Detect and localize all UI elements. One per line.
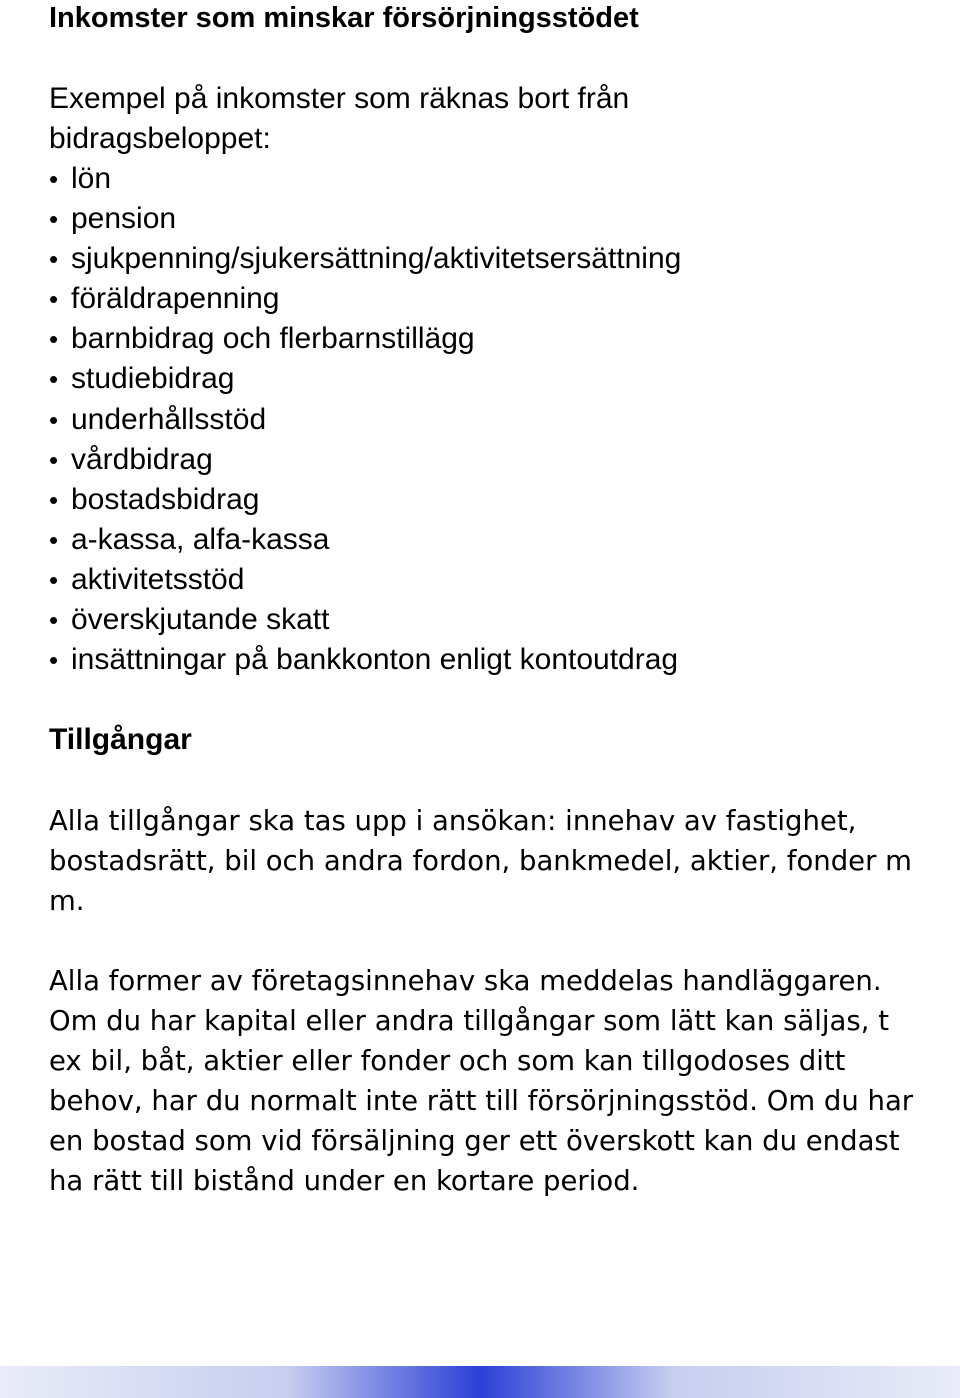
bullet-icon: • bbox=[49, 645, 59, 676]
bullet-icon: • bbox=[49, 204, 59, 235]
list-item-label: underhållsstöd bbox=[71, 402, 267, 436]
list-item-label: sjukpenning/sjukersättning/aktivitetsersättning bbox=[71, 242, 682, 276]
list-item-label: föräldrapenning bbox=[71, 282, 280, 316]
bullet-icon: • bbox=[49, 484, 59, 515]
list-item bbox=[49, 480, 681, 520]
bullet-icon: • bbox=[49, 244, 59, 275]
income-list bbox=[49, 159, 681, 680]
bullet-icon: • bbox=[49, 364, 59, 395]
list-item bbox=[49, 560, 681, 600]
bullet-icon: • bbox=[49, 324, 59, 355]
list-item bbox=[49, 239, 681, 279]
bullet-icon: • bbox=[49, 444, 59, 475]
bullet-icon: • bbox=[49, 164, 59, 194]
page-title: Inkomster som minskar försörjningsstödet bbox=[49, 2, 639, 34]
list-item bbox=[49, 600, 681, 640]
list-item bbox=[49, 640, 681, 680]
list-item-label: studiebidrag bbox=[71, 362, 235, 396]
list-item-label: insättningar på bankkonton enligt kontoutdrag bbox=[71, 643, 679, 677]
list-item-label: pension bbox=[71, 202, 177, 236]
list-item-label: barnbidrag och flerbarnstillägg bbox=[71, 322, 475, 356]
list-item bbox=[49, 359, 681, 399]
intro-text: Exempel på inkomster som räknas bort från bidragsbeloppet: bbox=[49, 82, 630, 155]
bullet-icon: • bbox=[49, 564, 59, 595]
bullet-icon: • bbox=[49, 524, 59, 555]
list-item-label: aktivitetsstöd bbox=[71, 562, 245, 596]
list-item-label: överskjutande skatt bbox=[71, 603, 330, 637]
footer-gradient-bar bbox=[0, 1366, 960, 1398]
list-item bbox=[49, 440, 681, 480]
list-item bbox=[49, 520, 681, 560]
list-item bbox=[49, 279, 681, 319]
list-item bbox=[49, 159, 681, 199]
assets-paragraph-1: Alla tillgångar ska tas upp i ansökan: innehav av fastighet, bostadsrätt, bil och andra fordon, bankmedel, aktier, fonder m m. bbox=[49, 805, 912, 917]
bullet-icon: • bbox=[49, 284, 59, 315]
list-item-label: lön bbox=[71, 162, 112, 195]
assets-paragraph-2: Alla former av företagsinnehav ska meddelas handläggaren. Om du har kapital eller andra tillgångar som lätt kan säljas, t ex bil, båt, aktier eller fonder och som kan tillgodoses ditt behov, har du normalt inte rätt till försörjningsstöd. Om du har en bostad som vid försäljning ger ett överskott kan du endast ha rätt till bistånd under en kortare period. bbox=[49, 965, 914, 1197]
bullet-icon: • bbox=[49, 605, 59, 636]
list-item-label: vårdbidrag bbox=[71, 442, 213, 476]
list-item-label: bostadsbidrag bbox=[71, 482, 260, 516]
list-item bbox=[49, 400, 681, 440]
bullet-icon: • bbox=[49, 404, 59, 435]
assets-heading: Tillgångar bbox=[49, 723, 192, 756]
list-item-label: a-kassa, alfa-kassa bbox=[71, 522, 330, 556]
list-item bbox=[49, 319, 681, 359]
list-item bbox=[49, 199, 681, 239]
